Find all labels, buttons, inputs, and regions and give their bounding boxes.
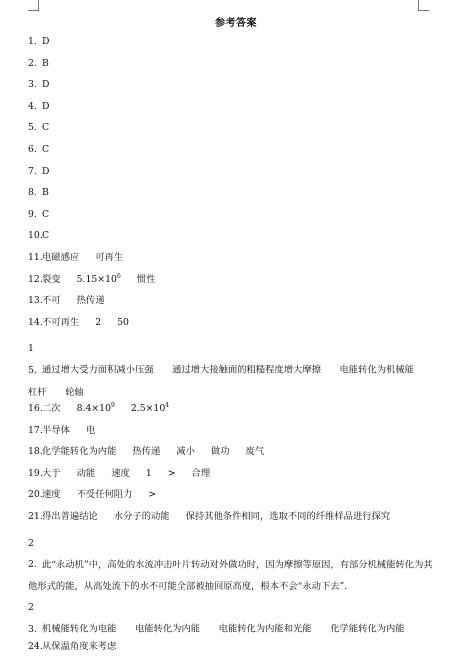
answer-12-exponent: 6: [116, 272, 121, 280]
answer-11-part: 可再生: [95, 251, 124, 263]
answer-17-part: 半导体: [42, 424, 70, 436]
answer-16-exponent-b: 4: [165, 402, 170, 409]
answer-4-text: D: [42, 100, 50, 112]
answer-22: 22. 此“永动机”中，高处的水流冲击叶片转动对外做功时，因为摩擦等原因，有部分机械能转化为其他形式的能，从高处流下的水不可能全部被抽回原高度，根本不会“永动下去”.: [28, 537, 433, 592]
answer-16: 16.二次 $8.4\times 10^9$ $2.5\times 10^4$: [28, 402, 170, 415]
answer-24: 24.从保温角度来考虑: [28, 640, 117, 652]
answer-14-part: 不可再生: [42, 316, 80, 328]
answer-23-text: 机械能转化为电能 电能转化为内能 电能转化为内能和光能 化学能转化为内能: [42, 624, 405, 636]
answer-19-part: 动能: [76, 467, 96, 479]
answer-17-part: 电: [85, 424, 96, 436]
answer-18-part: 热传递: [132, 446, 161, 458]
answer-15: 15. 通过增大受力面积减小压强 通过增大接触面的粗糙程度增大摩擦 电能转化为机械能 杠杆 轮轴: [28, 343, 433, 398]
answer-15-text: 通过增大受力面积减小压强 通过增大接触面的粗糙程度增大摩擦 电能转化为机械能 杠杆 轮轴: [28, 364, 433, 398]
answer-18-part: 化学能转化为内能: [42, 446, 117, 458]
answer-3-text: D: [42, 79, 50, 91]
answer-21-part: 水分子的动能: [113, 511, 170, 523]
answer-22-text: 此“永动机”中，高处的水流冲击叶片转动对外做功时，因为摩擦等原因，有部分机械能转化为其他形式的能，从高处流下的水不可能全部被抽回原高度，根本不会“永动下去”.: [28, 559, 433, 592]
answer-24-text: 从保温角度来考虑: [42, 640, 117, 652]
answer-10: 10.C: [28, 230, 50, 242]
answer-5-text: C: [42, 122, 50, 134]
answer-6-text: C: [42, 143, 50, 155]
answer-6: 6. C: [28, 143, 50, 155]
answer-21-part: 保持其他条件相同，选取不同的纤维样品进行探究: [185, 511, 391, 523]
answer-18: 18.化学能转化为内能 热传递 减小 做功 废气: [28, 446, 265, 458]
answer-20: 20.速度 不受任何阻力 >: [28, 489, 157, 501]
answer-14-part: 2: [95, 316, 102, 328]
answer-list: [28, 36, 438, 662]
answer-12-part: 裂变: [42, 273, 61, 285]
answer-16-part: $8.4\times 10^9$: [76, 402, 115, 415]
answer-20-part: >: [148, 489, 157, 501]
answer-7-text: D: [42, 165, 50, 177]
answer-21-part: 得出普遍结论: [42, 511, 98, 523]
answer-21: 21.得出普遍结论 水分子的动能 保持其他条件相同，选取不同的纤维样品进行探究: [28, 511, 391, 523]
answer-17: 17.半导体 电: [28, 424, 96, 436]
answer-19-part: >: [167, 467, 176, 479]
answer-19-part: 速度: [111, 467, 130, 479]
answer-11-part: 电磁感应: [42, 251, 80, 263]
answer-7: 7. D: [28, 165, 50, 177]
answer-12-part: 惯性: [136, 273, 156, 285]
answer-2: 2. B: [28, 57, 49, 69]
answer-19: 19.大于 动能 速度 1 > 合理: [28, 467, 211, 479]
answer-18-part: 减小: [176, 446, 195, 458]
answer-19-part: 合理: [191, 467, 211, 479]
answer-18-part: 做功: [210, 446, 230, 458]
answer-16-part: 二次: [42, 403, 61, 415]
answer-13: 13.不可 热传递: [28, 295, 105, 307]
answer-10-text: C: [42, 230, 50, 242]
answer-16-exponent-a: 9: [111, 402, 115, 409]
page-corner-mark-left: [28, 0, 39, 11]
answer-9-text: C: [42, 208, 50, 220]
answer-4: 4. D: [28, 100, 50, 112]
answer-8-text: B: [42, 187, 49, 199]
answer-19-part: 大于: [42, 467, 61, 479]
answer-14: 14.不可再生 2 50: [28, 316, 129, 328]
answer-14-part: 50: [117, 316, 129, 328]
answer-18-part: 废气: [245, 446, 265, 458]
answer-19-part: 1: [145, 467, 152, 479]
answer-13-part: 热传递: [76, 295, 105, 307]
answer-13-part: 不可: [42, 295, 61, 307]
answer-12-part: $5.15\times 10^6$: [76, 272, 121, 285]
answer-8: 8. B: [28, 187, 49, 199]
answer-3: 3. D: [28, 79, 50, 91]
answer-2-text: B: [42, 57, 49, 69]
page-title: 参考答案: [215, 18, 257, 29]
answer-12: 12.裂变 $5.15\times 10^6$ 惯性: [28, 272, 156, 285]
answer-16-part: $2.5\times 10^4$: [130, 402, 170, 415]
answer-1-text: D: [42, 36, 50, 47]
answer-5: 5. C: [28, 122, 50, 134]
answer-20-part: 速度: [42, 489, 61, 501]
answer-11: 11.电磁感应 可再生: [28, 251, 124, 263]
answer-1: 1. D: [28, 36, 50, 47]
page-corner-mark-right: [418, 0, 429, 11]
answer-9: 9. C: [28, 208, 50, 220]
answer-20-part: 不受任何阻力: [76, 489, 133, 501]
answer-23: 23. 机械能转化为电能 电能转化为内能 电能转化为内能和光能 化学能转化为内能: [28, 602, 405, 636]
